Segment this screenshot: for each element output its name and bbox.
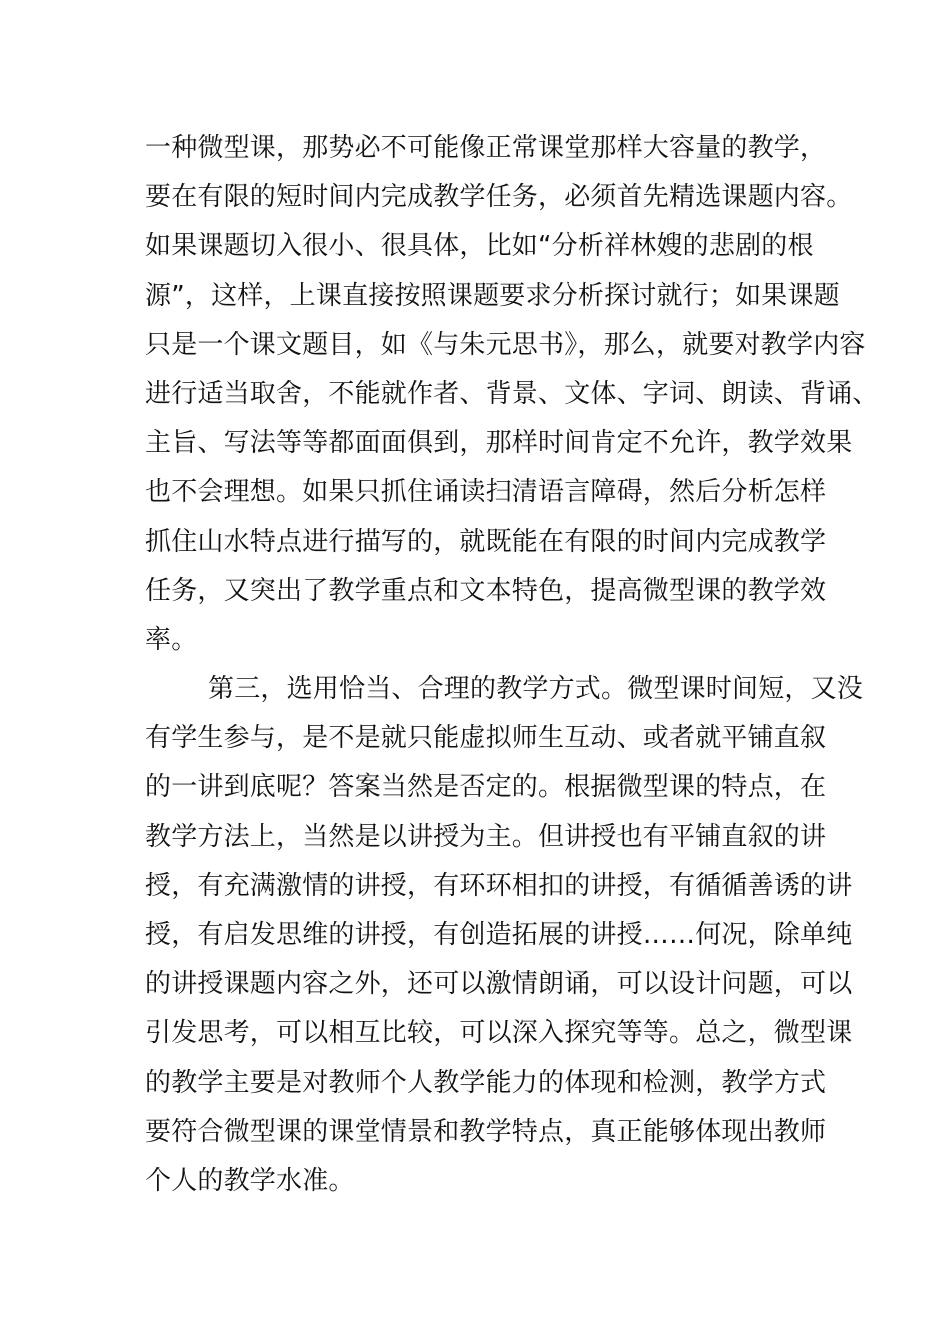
text-line: 有学生参与，是不是就只能虚拟师生互动、或者就平铺直叙	[145, 723, 827, 754]
text-line: 如果课题切入很小、很具体，比如“分析祥林嫂的悲剧的根	[145, 231, 814, 262]
text-line: 主旨、写法等等都面面俱到，那样时间肯定不允许，教学效果	[145, 428, 853, 459]
text-line: 的教学主要是对教师个人教学能力的体现和检测，教学方式	[145, 1067, 827, 1098]
paragraph-start-line: 第三，选用恰当、合理的教学方式。微型课时间短，又没	[208, 674, 864, 705]
text-line: 任务，又突出了教学重点和文本特色，提高微型课的教学效	[145, 575, 827, 606]
text-line: 抓住山水特点进行描写的，就既能在有限的时间内完成教学	[145, 526, 827, 557]
body-text	[145, 124, 879, 1206]
text-line: 也不会理想。如果只抓住诵读扫清语言障碍，然后分析怎样	[145, 477, 827, 508]
text-line: 授，有充满激情的讲授，有环环相扣的讲授，有循循善诱的讲	[145, 870, 853, 901]
text-line: 只是一个课文题目，如《与朱元思书》，那么，就要对教学内容	[145, 329, 866, 360]
text-line: 教学方法上，当然是以讲授为主。但讲授也有平铺直叙的讲	[145, 821, 827, 852]
text-line: 的讲授课题内容之外，还可以激情朗诵，可以设计问题，可以	[145, 969, 853, 1000]
text-line: 进行适当取舍，不能就作者、背景、文体、字词、朗读、背诵、	[145, 378, 879, 409]
text-line: 要符合微型课的课堂情景和教学特点，真正能够体现出教师	[145, 1116, 827, 1147]
text-line: 一种微型课，那势必不可能像正常课堂那样大容量的教学，	[145, 133, 827, 163]
text-line: 的一讲到底呢？答案当然是否定的。根据微型课的特点，在	[145, 772, 827, 803]
text-line: 要在有限的短时间内完成教学任务，必须首先精选课题内容。	[145, 182, 853, 213]
text-line: 授，有启发思维的讲授，有创造拓展的讲授……何况，除单纯	[145, 920, 853, 950]
text-line: 源”，这样，上课直接按照课题要求分析探讨就行；如果课题	[145, 280, 840, 311]
text-line: 引发思考，可以相互比较，可以深入探究等等。总之，微型课	[145, 1018, 853, 1049]
text-line: 率。	[145, 624, 198, 655]
text-line: 个人的教学水准。	[145, 1165, 355, 1196]
